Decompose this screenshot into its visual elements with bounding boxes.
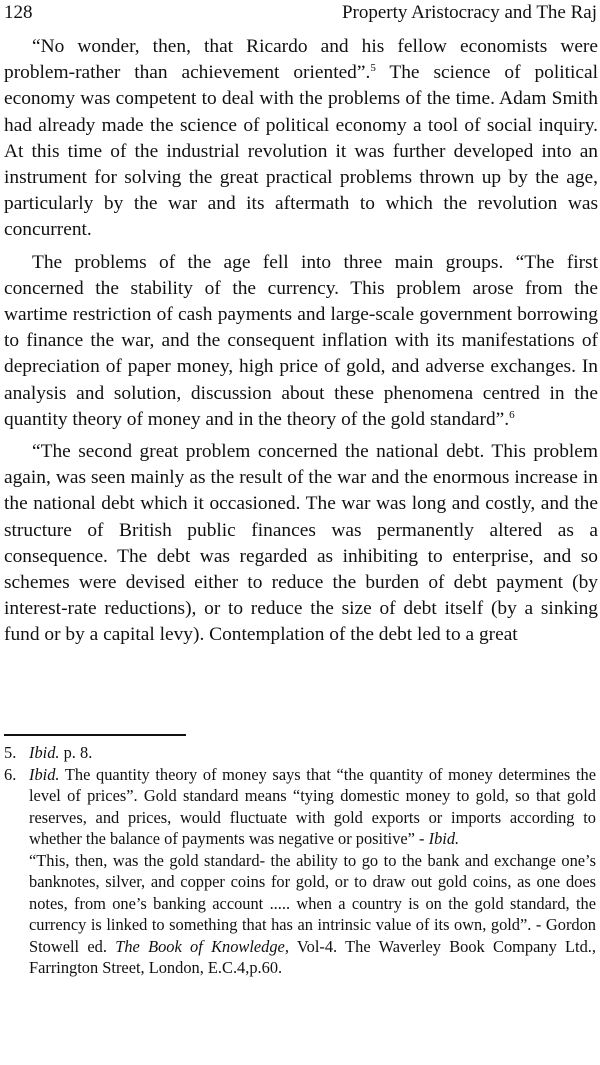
paragraph-text: “No wonder, then, that Ricardo and his fellow economists were problem-rather than achievement oriented”. bbox=[4, 36, 598, 84]
footnote-6 bbox=[4, 764, 596, 850]
footnote-text: The quantity theory of money says that “the quantity of money determines the level of prices”. Gold standard means “tying domestic money to gold, so that gold reserves, and prices, would fluctuate with gold exports or imports according to whether the balance of payments was negative or positive” - bbox=[29, 764, 596, 848]
footnote-citation: Vol-4. The Waverley Book Company Ltd., Farrington Street, London, E.C.4,p.60. bbox=[29, 936, 597, 977]
footnote-text: p. 8. bbox=[59, 743, 93, 762]
paragraph-text: The problems of the age fell into three main groups. “The first concerned the stability of the currency. This problem arose from the wartime restriction of cash payments and large-scale government borrowing to finance the war, and the consequent inflation with its manifestations of depreciation of paper money, high price of gold, and adverse exchanges. In analysis and solution, discussion about these phenomena centred in the quantity theory of money and in the theory of the gold standard”. bbox=[4, 251, 598, 430]
running-title: Property Aristocracy and The Raj bbox=[341, 2, 597, 23]
note-reference: 6 bbox=[509, 408, 515, 421]
footnotes bbox=[4, 742, 596, 979]
footnote-number: 6. bbox=[4, 764, 17, 784]
footnote-divider bbox=[4, 734, 186, 736]
paragraph-text: “The second great problem concerned the national debt. This problem again, was seen mainly as the result of the war and the enormous increase in the national debt which it occasioned. The war was long and costly, and the structure of British public finances was permanently altered as a consequence. The debt was regarded as inhibiting to enterprise, and so schemes were devised either to reduce the burden of debt payment (by interest-rate reductions), or to reduce the size of debt itself (by a sinking fund or by a capital levy). Contemplation of the debt led to a great bbox=[4, 441, 598, 646]
ibid-reference-end: Ibid. bbox=[428, 829, 460, 848]
page-number: 128 bbox=[4, 2, 33, 23]
running-head bbox=[4, 0, 597, 26]
paragraph-ricardo bbox=[4, 34, 598, 244]
paragraph-national-debt bbox=[4, 439, 598, 649]
paragraph-problems bbox=[4, 250, 598, 433]
paragraph-text-continued: The science of political economy was competent to deal with the problems of the time. Adam Smith had already made the science of political economy a tool of social inquiry. At this time of the industrial revolution it was further developed into an instrument for solving the great practical problems thrown up by the age, particularly by the war and its aftermath to which the revolution was concurrent. bbox=[4, 62, 598, 241]
footnote-5 bbox=[4, 742, 596, 764]
body-text bbox=[4, 34, 598, 655]
ibid-reference: Ibid. bbox=[29, 743, 60, 762]
note-reference: 5 bbox=[370, 62, 376, 75]
footnote-number: 5. bbox=[4, 743, 17, 762]
ibid-reference: Ibid. bbox=[29, 764, 60, 784]
book-title: The Book of Knowledge, bbox=[115, 936, 289, 956]
footnote-6-continuation bbox=[4, 850, 596, 979]
footnote-quote: “This, then, was the gold standard- the ability to go to the bank and exchange one’s banknotes, silver, and copper coins for gold, or to draw out gold coins, as one does notes, from one’s banking account ..... when a country is on the gold standard, the currency is linked to something that has an intrinsic value of its own, gold”. - Gordon Stowell ed. bbox=[29, 850, 596, 956]
